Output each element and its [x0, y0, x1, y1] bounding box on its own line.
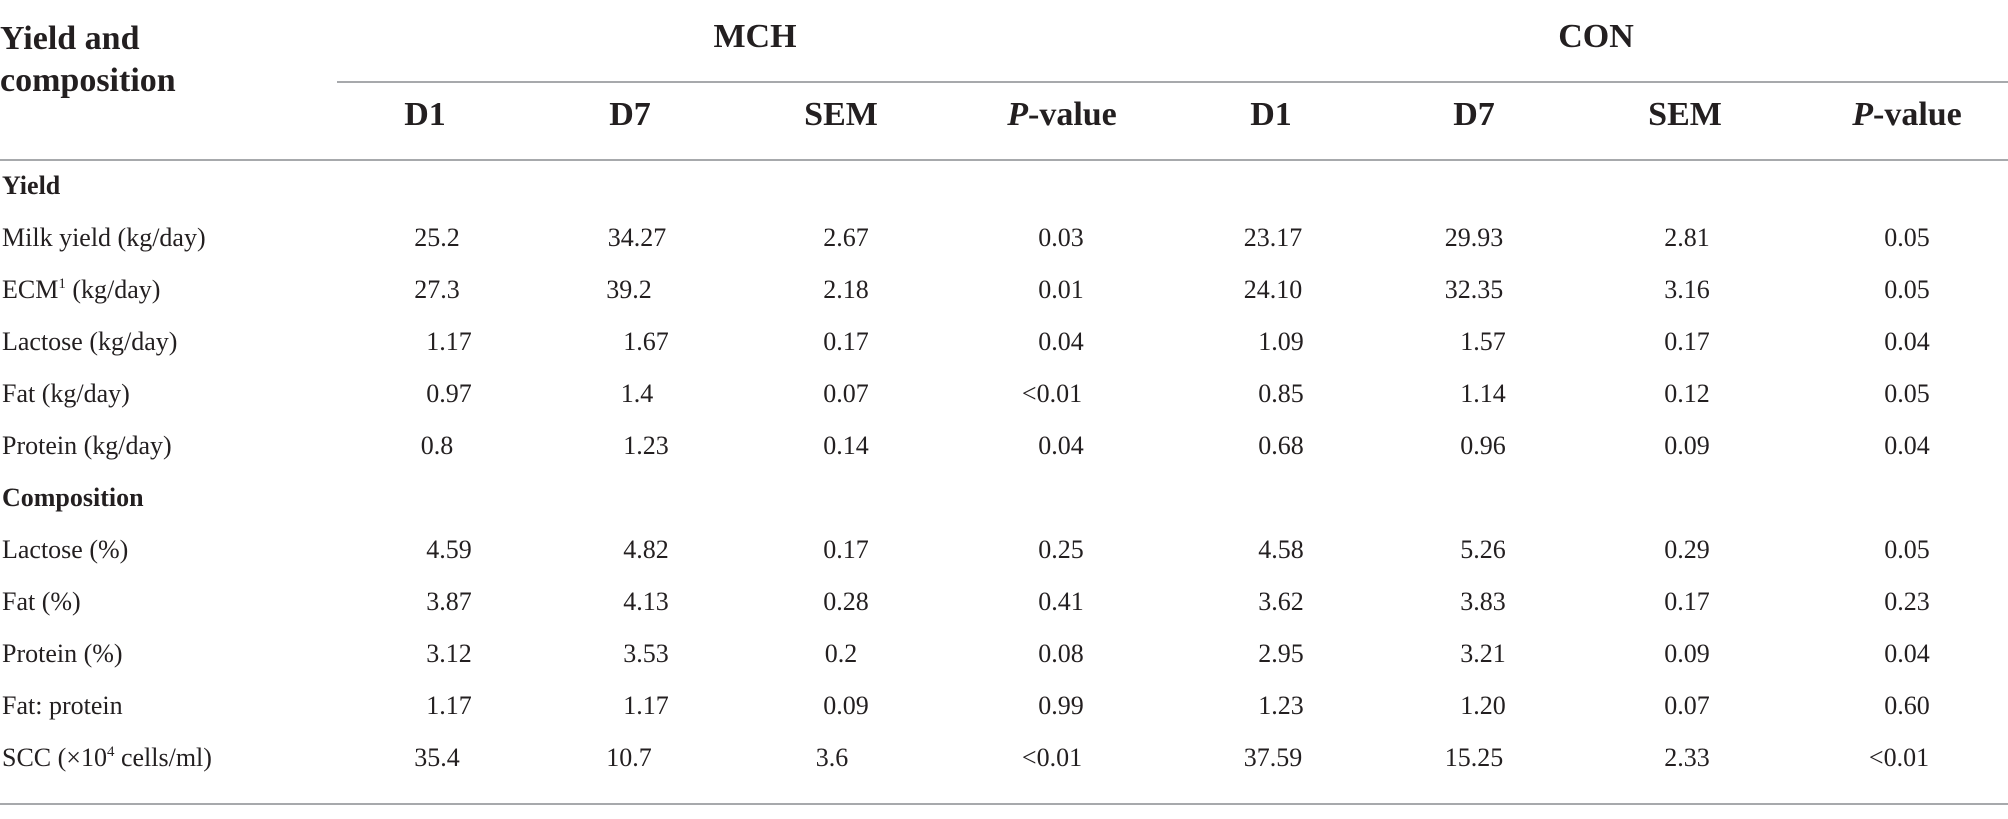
col-header-con-pvalue: P-value: [1852, 96, 1962, 133]
group-header-rule: [337, 81, 2008, 83]
table-row: [0, 223, 2008, 275]
table-cell: 3.53: [623, 639, 669, 668]
col-header-mch-d1: D1: [404, 96, 446, 133]
table-cell: 1.23: [623, 431, 669, 460]
table-row: [0, 327, 2008, 379]
row-label: Lactose (kg/day): [2, 327, 178, 356]
table-cell: 27.3: [414, 275, 460, 304]
row-label: Milk yield (kg/day): [2, 223, 206, 252]
table-cell: 0.12: [1664, 379, 1710, 408]
table-cell: 0.03: [1038, 223, 1084, 252]
table-cell: 0.04: [1038, 327, 1084, 356]
col-header-con-sem: SEM: [1648, 96, 1722, 133]
table-cell: <0.01: [1868, 743, 1930, 772]
header-bottom-rule: [0, 159, 2008, 161]
row-label: Protein (%): [2, 639, 123, 668]
table-cell: 10.7: [606, 743, 652, 772]
table-cell: 0.23: [1884, 587, 1930, 616]
table-row: [0, 587, 2008, 639]
table-cell: 3.83: [1460, 587, 1506, 616]
section-row-yield: [0, 171, 2008, 223]
table-cell: 35.4: [414, 743, 460, 772]
table-cell: 0.07: [823, 379, 869, 408]
table-cell: 0.07: [1664, 691, 1710, 720]
table-row: [0, 639, 2008, 691]
table-cell: 0.04: [1884, 639, 1930, 668]
table-cell: 0.97: [426, 379, 472, 408]
table-cell: 4.13: [623, 587, 669, 616]
table-cell: 1.14: [1460, 379, 1506, 408]
table-cell: 25.2: [414, 223, 460, 252]
table-cell: 0.29: [1664, 535, 1710, 564]
table-cell: 0.25: [1038, 535, 1084, 564]
table-cell: 0.28: [823, 587, 869, 616]
table-cell: 2.95: [1258, 639, 1304, 668]
table-cell: 0.17: [823, 327, 869, 356]
table-cell: 1.23: [1258, 691, 1304, 720]
table-cell: 3.12: [426, 639, 472, 668]
table-cell: 0.04: [1884, 327, 1930, 356]
table-cell: 32.35: [1444, 275, 1504, 304]
stub-header: [0, 18, 176, 102]
row-label: Protein (kg/day): [2, 431, 172, 460]
table-cell: 3.16: [1664, 275, 1710, 304]
table-cell: 2.67: [823, 223, 869, 252]
table-cell: 0.05: [1884, 275, 1930, 304]
table-cell: 0.08: [1038, 639, 1084, 668]
table-row: [0, 379, 2008, 431]
table-cell: 37.59: [1243, 743, 1303, 772]
table-cell: 4.58: [1258, 535, 1304, 564]
table-cell: 1.17: [426, 327, 472, 356]
col-header-mch-d7: D7: [609, 96, 651, 133]
table-cell: 0.99: [1038, 691, 1084, 720]
table-cell: 0.60: [1884, 691, 1930, 720]
table-cell: 3.62: [1258, 587, 1304, 616]
table-cell: 1.17: [426, 691, 472, 720]
table-cell: 15.25: [1444, 743, 1504, 772]
table-cell: 0.09: [823, 691, 869, 720]
stub-header-line1: Yield and: [0, 20, 140, 57]
table-cell: 0.01: [1038, 275, 1084, 304]
table-cell: 0.05: [1884, 223, 1930, 252]
table-cell: 3.87: [426, 587, 472, 616]
table-bottom-rule: [0, 803, 2008, 805]
table-cell: <0.01: [1021, 379, 1083, 408]
table-cell: 3.6: [815, 743, 849, 772]
table-cell: 2.33: [1664, 743, 1710, 772]
section-row-composition: [0, 483, 2008, 535]
section-title: Yield: [2, 171, 61, 200]
table-cell: 0.17: [823, 535, 869, 564]
col-header-mch-sem: SEM: [804, 96, 878, 133]
col-header-con-d7: D7: [1453, 96, 1495, 133]
table-cell: <0.01: [1021, 743, 1083, 772]
group-header-con: CON: [1558, 18, 1634, 55]
table-cell: 0.04: [1884, 431, 1930, 460]
table-cell: 1.57: [1460, 327, 1506, 356]
table-cell: 1.4: [620, 379, 654, 408]
table-cell: 1.20: [1460, 691, 1506, 720]
table-row: [0, 743, 2008, 795]
table-cell: 1.67: [623, 327, 669, 356]
table-cell: 5.26: [1460, 535, 1506, 564]
table-cell: 23.17: [1243, 223, 1303, 252]
table-cell: 34.27: [607, 223, 667, 252]
group-header-mch: MCH: [713, 18, 797, 55]
row-label: Lactose (%): [2, 535, 129, 564]
row-label: SCC ($\times 10^4$ cells/ml): [2, 743, 212, 772]
table-cell: 0.14: [823, 431, 869, 460]
row-label: Fat (kg/day): [2, 379, 130, 408]
table-cell: 0.41: [1038, 587, 1084, 616]
table-cell: 29.93: [1444, 223, 1504, 252]
table-cell: 0.09: [1664, 639, 1710, 668]
table-row: [0, 431, 2008, 483]
table-cell: 1.09: [1258, 327, 1304, 356]
table-cell: 0.17: [1664, 327, 1710, 356]
table-row: [0, 275, 2008, 327]
col-header-con-d1: D1: [1250, 96, 1292, 133]
table-cell: 0.85: [1258, 379, 1304, 408]
table-cell: 2.81: [1664, 223, 1710, 252]
table-row: [0, 535, 2008, 587]
section-title: Composition: [2, 483, 144, 512]
table-cell: 0.68: [1258, 431, 1304, 460]
table-cell: 4.82: [623, 535, 669, 564]
table-cell: 0.09: [1664, 431, 1710, 460]
table-cell: 39.2: [606, 275, 652, 304]
table-cell: 0.2: [824, 639, 858, 668]
table-cell: 3.21: [1460, 639, 1506, 668]
stub-header-line2: composition: [0, 62, 176, 99]
row-label: Fat (%): [2, 587, 81, 616]
table-cell: 0.96: [1460, 431, 1506, 460]
table-cell: 4.59: [426, 535, 472, 564]
table-cell: 2.18: [823, 275, 869, 304]
table-row: [0, 691, 2008, 743]
row-label: ECM$^1$ (kg/day): [2, 275, 161, 304]
row-label: Fat: protein: [2, 691, 123, 720]
table-cell: 0.05: [1884, 535, 1930, 564]
table-cell: 1.17: [623, 691, 669, 720]
table-cell: 0.04: [1038, 431, 1084, 460]
table-cell: 0.05: [1884, 379, 1930, 408]
table-cell: 0.8: [420, 431, 454, 460]
table-cell: 0.17: [1664, 587, 1710, 616]
col-header-mch-pvalue: P-value: [1007, 96, 1117, 133]
table-cell: 24.10: [1243, 275, 1303, 304]
